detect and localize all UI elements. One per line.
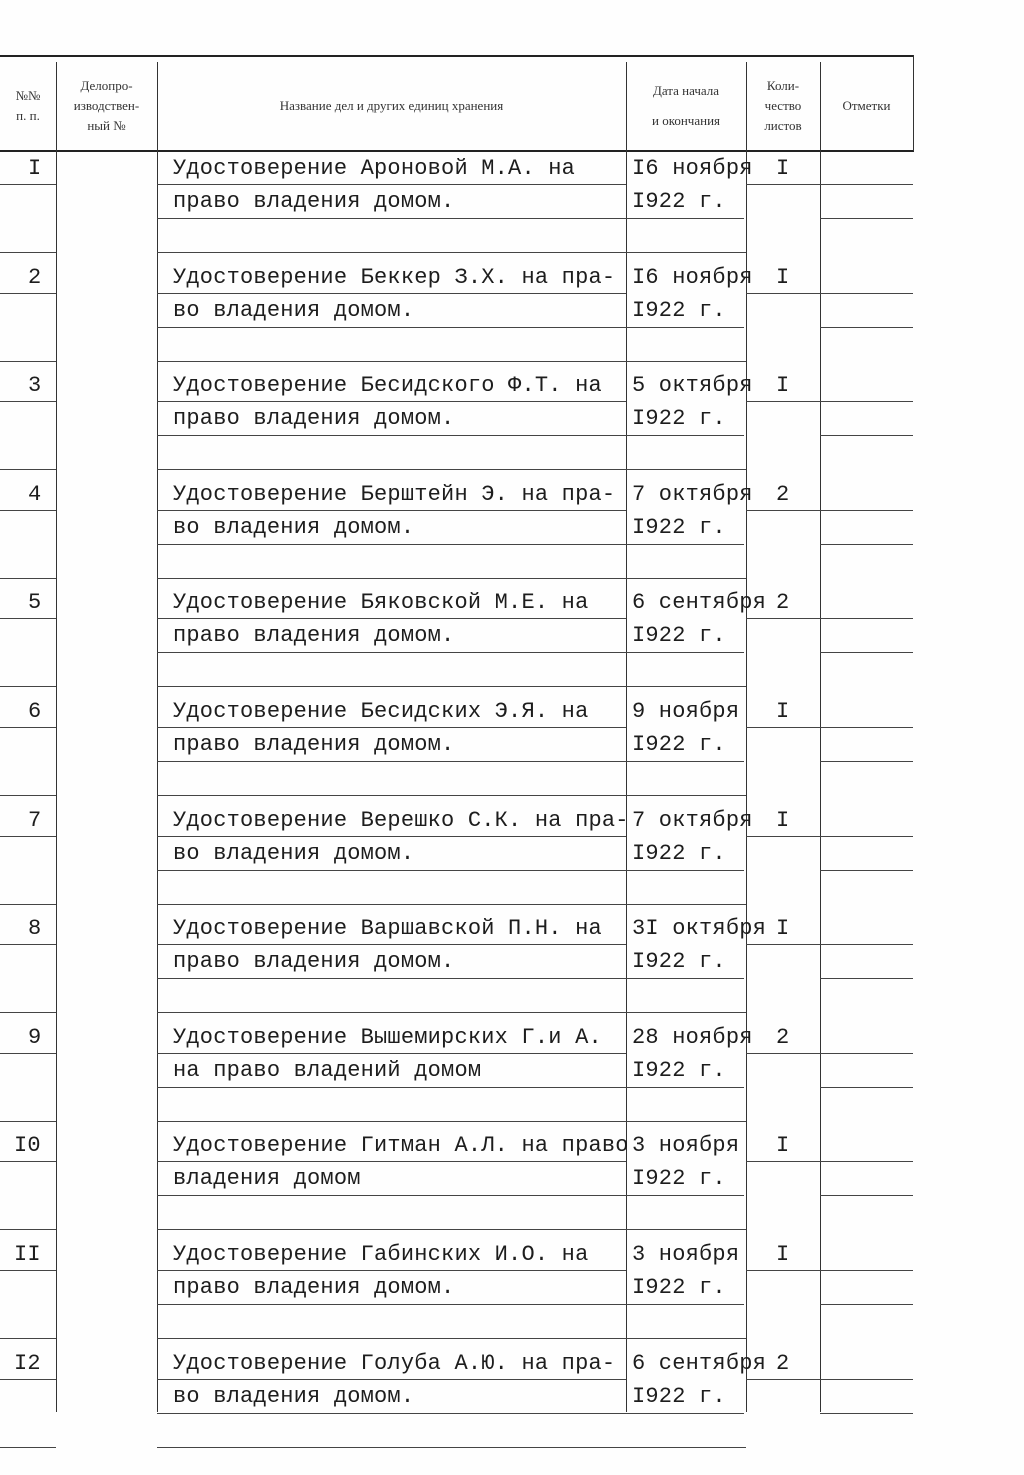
header-bottom-border [0,150,914,152]
row-title-line1: Удостоверение Бяковской М.Е. на [173,590,589,615]
row-number: 3 [28,373,42,398]
header-count-line1: Коли- [766,78,800,93]
row-rule [157,1195,626,1196]
row-title-line1: Удостоверение Ароновой М.А. на [173,156,576,181]
row-rule [746,836,820,837]
row-number: II [14,1242,41,1267]
row-rule [157,544,626,545]
row-date-day: 3 ноября [632,1133,740,1158]
row-rule [0,1161,56,1162]
row-title-line2: владения домом [173,1166,361,1191]
row-rule [746,401,820,402]
row-rule [626,361,746,362]
row-rule [157,1121,626,1122]
row-rule [157,761,626,762]
row-rule [626,652,744,653]
row-title-line1: Удостоверение Габинских И.О. на [173,1242,589,1267]
row-rule [0,1012,56,1013]
row-date-day: 7 октября [632,808,753,833]
row-title-line1: Удостоверение Верешко С.К. на пра- [173,808,629,833]
row-rule [626,761,744,762]
row-sheet-count: I [776,156,790,181]
row-rule [0,686,56,687]
column-divider [820,62,821,1412]
row-rule [820,652,913,653]
row-date-year: I922 г. [632,189,726,214]
row-sheet-count: 2 [776,482,790,507]
row-rule [0,1338,56,1339]
row-rule [626,1413,744,1414]
row-sheet-count: 2 [776,590,790,615]
row-rule [626,1195,744,1196]
row-rule [157,578,626,579]
row-rule [626,686,746,687]
row-rule [0,293,56,294]
row-rule [0,469,56,470]
row-rule [746,184,820,185]
row-rule [820,1087,913,1088]
row-rule [157,652,626,653]
row-rule [820,1195,913,1196]
row-rule [820,435,913,436]
row-rule [157,944,626,945]
column-divider [157,62,158,1412]
row-rule [820,944,913,945]
row-number: 7 [28,808,42,833]
row-rule [157,469,626,470]
row-rule [157,510,626,511]
row-title-line2: право владения домом. [173,732,455,757]
row-rule [157,1229,626,1230]
row-rule [0,836,56,837]
row-rule [157,978,626,979]
row-rule [626,1338,746,1339]
row-sheet-count: I [776,373,790,398]
row-rule [0,184,56,185]
row-rule [0,401,56,402]
row-rule [626,252,746,253]
row-rule [746,1053,820,1054]
row-rule [157,252,626,253]
row-rule [157,1338,626,1339]
row-rule [626,1087,744,1088]
row-rule [157,686,626,687]
row-rule [820,1304,913,1305]
row-rule [820,1379,913,1380]
header-number-line1: №№ [15,88,41,103]
row-rule [157,1270,626,1271]
row-rule [820,870,913,871]
row-rule [746,293,820,294]
row-rule [157,727,626,728]
row-sheet-count: I [776,265,790,290]
row-title-line2: право владения домом. [173,623,455,648]
header-notes-text: Отметки [842,98,891,113]
row-date-day: 6 сентября [632,590,767,615]
row-date-day: 6 сентября [632,1351,767,1376]
row-rule [0,618,56,619]
row-rule [820,1270,913,1271]
row-date-year: I922 г. [632,1058,726,1083]
row-sheet-count: I [776,1133,790,1158]
row-rule [0,578,56,579]
row-rule [626,435,744,436]
row-rule [626,978,744,979]
column-divider [913,55,914,151]
row-rule [820,1053,913,1054]
row-rule [157,1379,626,1380]
header-sheet-count [746,62,820,150]
row-title-line2: право владения домом. [173,949,455,974]
row-rule [746,618,820,619]
row-rule [157,904,626,905]
row-rule [820,1161,913,1162]
row-date-day: I6 ноября [632,156,753,181]
row-rule [157,836,626,837]
header-dates-line1: Дата начала [652,83,720,98]
header-office-number [56,62,157,150]
row-rule [0,1229,56,1230]
header-office-line2: изводствен- [73,98,140,113]
row-title-line2: во владения домом. [173,298,415,323]
row-rule [0,1121,56,1122]
row-rule [746,944,820,945]
row-rule [746,1379,820,1380]
row-title-line2: право владения домом. [173,406,455,431]
row-rule [746,510,820,511]
row-title-line2: во владения домом. [173,1384,415,1409]
header-dates-line2: и окончания [651,113,721,128]
row-number: 4 [28,482,42,507]
row-date-day: 5 октября [632,373,753,398]
row-date-year: I922 г. [632,1166,726,1191]
row-title-line2: на право владений домом [173,1058,482,1083]
row-number: 8 [28,916,42,941]
row-title-line2: право владения домом. [173,189,455,214]
row-date-year: I922 г. [632,732,726,757]
row-rule [0,1379,56,1380]
row-title-line1: Удостоверение Бесидских Э.Я. на [173,699,589,724]
row-rule [157,1304,626,1305]
row-title-line2: право владения домом. [173,1275,455,1300]
row-date-year: I922 г. [632,515,726,540]
row-title-line1: Удостоверение Варшавской П.Н. на [173,916,602,941]
row-date-year: I922 г. [632,298,726,323]
row-rule [820,727,913,728]
row-rule [157,327,626,328]
row-title-line1: Удостоверение Голуба А.Ю. на пра- [173,1351,616,1376]
row-number: 5 [28,590,42,615]
row-rule [820,293,913,294]
row-rule [0,944,56,945]
row-rule [0,361,56,362]
row-sheet-count: 2 [776,1025,790,1050]
row-rule [157,1087,626,1088]
row-rule [626,1447,746,1448]
header-number [0,62,56,150]
row-rule [157,218,626,219]
row-date-year: I922 г. [632,623,726,648]
row-rule [0,795,56,796]
row-number: I [28,156,42,181]
row-rule [0,904,56,905]
row-date-day: 3 ноября [632,1242,740,1267]
row-date-year: I922 г. [632,406,726,431]
column-divider [626,62,627,1412]
header-title [157,62,626,150]
row-rule [626,327,744,328]
row-rule [157,361,626,362]
row-rule [0,727,56,728]
row-date-year: I922 г. [632,1384,726,1409]
row-rule [746,727,820,728]
row-rule [157,435,626,436]
row-number: 6 [28,699,42,724]
row-date-day: 9 ноября [632,699,740,724]
row-date-day: 3I октября [632,916,767,941]
row-rule [157,795,626,796]
row-date-year: I922 г. [632,1275,726,1300]
row-rule [820,184,913,185]
row-sheet-count: I [776,699,790,724]
row-rule [0,1270,56,1271]
row-rule [157,184,626,185]
row-rule [746,1270,820,1271]
row-sheet-count: I [776,808,790,833]
row-title-line1: Удостоверение Вышемирских Г.и А. [173,1025,602,1050]
row-title-line1: Удостоверение Берштейн Э. на пра- [173,482,616,507]
row-rule [157,618,626,619]
row-rule [820,836,913,837]
row-sheet-count: 2 [776,1351,790,1376]
row-rule [626,218,744,219]
header-title-text: Название дел и других единиц хранения [279,98,504,113]
row-rule [820,510,913,511]
row-rule [626,1229,746,1230]
row-rule [626,469,746,470]
row-rule [820,618,913,619]
header-dates [626,62,746,150]
row-rule [157,1447,626,1448]
header-notes [820,62,913,150]
row-rule [820,544,913,545]
row-rule [0,1053,56,1054]
header-office-line1: Делопро- [80,78,133,93]
row-rule [626,1121,746,1122]
row-rule [820,978,913,979]
row-date-year: I922 г. [632,949,726,974]
row-title-line2: во владения домом. [173,515,415,540]
table-top-border [0,55,914,57]
row-rule [157,1161,626,1162]
row-rule [157,293,626,294]
row-rule [157,1053,626,1054]
column-divider [56,62,57,1412]
row-date-day: I6 ноября [632,265,753,290]
row-rule [820,218,913,219]
row-rule [626,578,746,579]
row-rule [626,1304,744,1305]
row-rule [157,1413,626,1414]
row-rule [820,761,913,762]
header-office-line3: ный № [87,118,126,133]
header-number-line2: п. п. [16,108,40,123]
row-rule [0,510,56,511]
row-rule [820,327,913,328]
row-title-line1: Удостоверение Гитман А.Л. на право [173,1133,629,1158]
row-rule [820,401,913,402]
row-rule [157,870,626,871]
header-count-line3: листов [764,118,802,133]
row-rule [157,401,626,402]
row-title-line1: Удостоверение Беккер З.Х. на пра- [173,265,616,290]
row-rule [0,1447,56,1448]
row-rule [626,870,744,871]
row-rule [820,1413,913,1414]
row-rule [626,904,746,905]
row-rule [626,544,744,545]
row-number: 9 [28,1025,42,1050]
row-rule [157,1012,626,1013]
row-sheet-count: I [776,1242,790,1267]
row-number: I0 [14,1133,41,1158]
row-rule [746,1161,820,1162]
row-rule [0,252,56,253]
header-count-line2: чество [764,98,802,113]
row-number: 2 [28,265,42,290]
row-sheet-count: I [776,916,790,941]
row-number: I2 [14,1351,41,1376]
row-rule [626,1012,746,1013]
row-title-line2: во владения домом. [173,841,415,866]
row-title-line1: Удостоверение Бесидского Ф.Т. на [173,373,602,398]
row-date-year: I922 г. [632,841,726,866]
row-date-day: 28 ноября [632,1025,753,1050]
row-rule [626,795,746,796]
row-date-day: 7 октября [632,482,753,507]
